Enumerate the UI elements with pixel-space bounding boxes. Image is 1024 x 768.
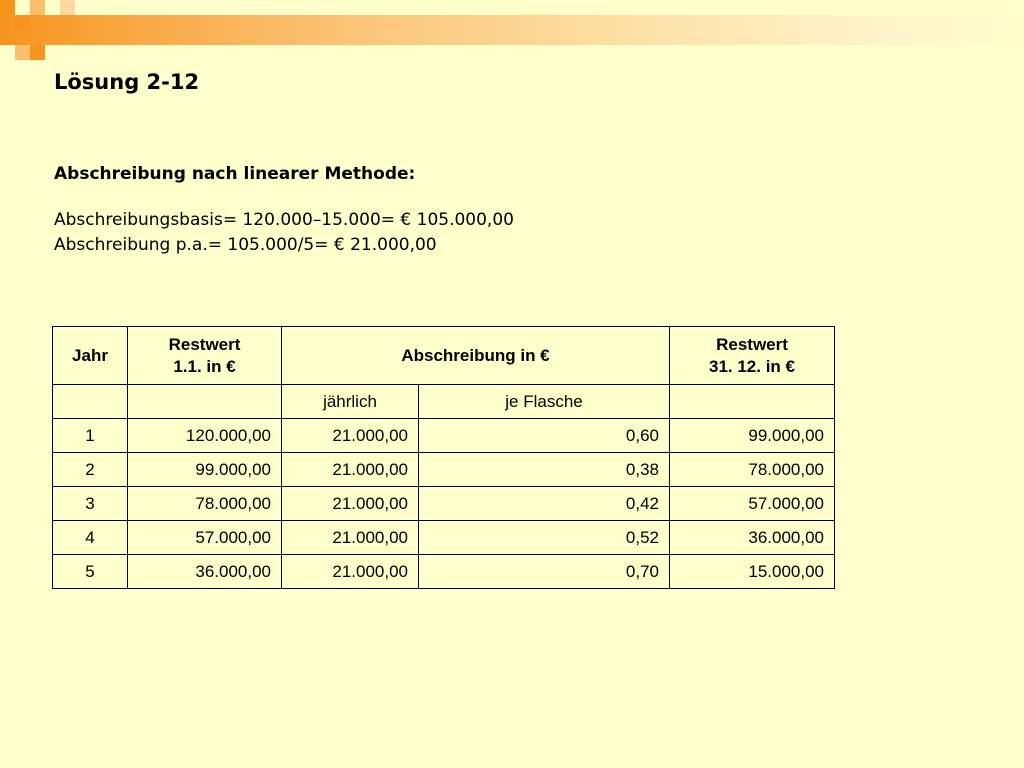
cell-end-value: 99.000,00: [670, 419, 835, 453]
cell-start-value: 99.000,00: [128, 453, 282, 487]
cell-year: 4: [53, 521, 128, 555]
header-gradient-bar: [0, 15, 1024, 45]
cell-annual-depreciation: 21.000,00: [282, 419, 419, 453]
table-subheader-row: [53, 385, 835, 419]
formula-annual-depreciation: Abschreibung p.a.= 105.000/5= € 21.000,00: [54, 235, 437, 255]
cell-annual-depreciation: 21.000,00: [282, 521, 419, 555]
decorative-square: [0, 0, 15, 15]
header-year: Jahr: [53, 327, 128, 385]
header-depreciation: Abschreibung in €: [282, 327, 670, 385]
cell-start-value: 36.000,00: [128, 555, 282, 589]
formula-depreciation-base: Abschreibungsbasis= 120.000–15.000= € 105.000,00: [54, 210, 514, 230]
cell-per-bottle: 0,52: [419, 521, 670, 555]
cell-end-value: 36.000,00: [670, 521, 835, 555]
cell-per-bottle: 0,42: [419, 487, 670, 521]
cell-end-value: 78.000,00: [670, 453, 835, 487]
cell-year: 2: [53, 453, 128, 487]
table-row: [53, 419, 835, 453]
header-end-value: [670, 327, 835, 385]
header-start-value: [128, 327, 282, 385]
cell-per-bottle: 0,70: [419, 555, 670, 589]
decorative-square: [15, 15, 30, 30]
cell-annual-depreciation: 21.000,00: [282, 453, 419, 487]
table-row: [53, 555, 835, 589]
table-row: [53, 487, 835, 521]
subheader-annual: jährlich: [282, 385, 419, 419]
header-end-value-line1: Restwert: [716, 334, 788, 354]
decorative-square: [30, 45, 45, 60]
subheader-per-bottle: je Flasche: [419, 385, 670, 419]
cell-start-value: 120.000,00: [128, 419, 282, 453]
subheader-empty: [53, 385, 128, 419]
cell-start-value: 78.000,00: [128, 487, 282, 521]
cell-end-value: 57.000,00: [670, 487, 835, 521]
cell-per-bottle: 0,60: [419, 419, 670, 453]
table-row: [53, 521, 835, 555]
cell-start-value: 57.000,00: [128, 521, 282, 555]
cell-annual-depreciation: 21.000,00: [282, 487, 419, 521]
subheader-empty: [128, 385, 282, 419]
depreciation-table: [52, 326, 835, 589]
header-end-value-line2: 31. 12. in €: [709, 356, 795, 376]
cell-annual-depreciation: 21.000,00: [282, 555, 419, 589]
decorative-square: [60, 0, 75, 15]
decorative-square: [15, 45, 30, 60]
cell-year: 5: [53, 555, 128, 589]
table-header-row: [53, 327, 835, 385]
subheader-empty: [670, 385, 835, 419]
cell-per-bottle: 0,38: [419, 453, 670, 487]
page-title: Lösung 2-12: [54, 70, 200, 94]
decorative-square: [30, 0, 45, 15]
table-row: [53, 453, 835, 487]
section-subtitle: Abschreibung nach linearer Methode:: [54, 164, 416, 184]
header-start-value-line2: 1.1. in €: [173, 356, 236, 376]
header-start-value-line1: Restwert: [168, 334, 241, 354]
cell-end-value: 15.000,00: [670, 555, 835, 589]
cell-year: 3: [53, 487, 128, 521]
cell-year: 1: [53, 419, 128, 453]
